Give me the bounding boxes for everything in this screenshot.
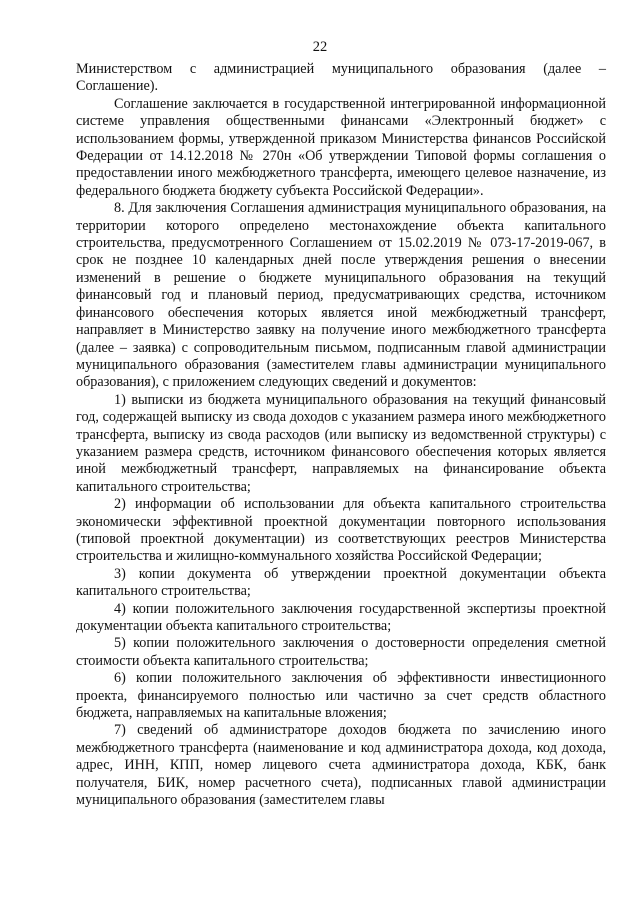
list-item-7: 7) сведений об администраторе доходов бюджета по зачислению иного межбюджетного трансферта (наименование и код администратора дохода, код дохода, адрес, ИНН, КПП, номер лицевого счета администратора дохода, КБК, банк получателя, БИК, номер расчетного счета), подписанных главой администрации муниципального образования (заместителем главы: [76, 722, 606, 809]
list-item-3: 3) копии документа об утверждении проектной документации объекта капитального строительства;: [76, 565, 606, 600]
page-number: 22: [312, 39, 328, 55]
list-item-6: 6) копии положительного заключения об эффективности инвестиционного проекта, финансируемого полностью или частично за счет средств областного бюджета, направляемых на капитальные вложения;: [76, 670, 606, 722]
document-body: [76, 61, 606, 809]
paragraph-agreement-system: Соглашение заключается в государственной интегрированной информационной системе управления общественными финансами «Электронный бюджет» с использованием формы, утвержденной приказом Министерства финансов Российской Федерации от 14.12.2018 № 270н «Об утверждении Типовой формы соглашения о предоставлении иного межбюджетного трансферта, имеющего целевое назначение, из федерального бюджета бюджету субъекта Российской Федерации».: [76, 95, 606, 199]
paragraph-continuation: Министерством с администрацией муниципального образования (далее – Соглашение).: [76, 61, 606, 95]
list-item-1: 1) выписки из бюджета муниципального образования на текущий финансовый год, содержащей выписку из свода доходов с указанием размера иного межбюджетного трансферта, выписку из свода расходов (или выписку из ведомственной структуры) с указанием размера средств, источником финансового обеспечения которых является иной межбюджетный трансферт, направляемых на финансирование объекта капитального строительства;: [76, 391, 606, 495]
list-item-5: 5) копии положительного заключения о достоверности определения сметной стоимости объекта капитального строительства;: [76, 635, 606, 669]
list-item-2: 2) информации об использовании для объекта капитального строительства экономически эффективной проектной документации повторного использования (типовой проектной документации) из соответствующих реестров Министерства строительства и жилищно-коммунального хозяйства Российской Федерации;: [76, 496, 606, 565]
paragraph-item-8: 8. Для заключения Соглашения администрация муниципального образования, на территории которого определено местонахождение объекта капитального строительства, предусмотренного Соглашением от 15.02.2019 № 073-17-2019-067, в срок не позднее 10 календарных дней после утверждения решения о внесении изменений в решение о бюджете муниципального образования на текущий финансовый год и плановый период, предусматривающих средства, источником финансового обеспечения которых является иной межбюджетный трансферт, направляет в Министерство заявку на получение иного межбюджетного трансферта (далее – заявка) с сопроводительным письмом, подписанным главой администрации муниципального образования (заместителем главы администрации муниципального образования), с приложением следующих сведений и документов:: [76, 200, 606, 391]
list-item-4: 4) копии положительного заключения государственной экспертизы проектной документации объекта капитального строительства;: [76, 600, 606, 634]
